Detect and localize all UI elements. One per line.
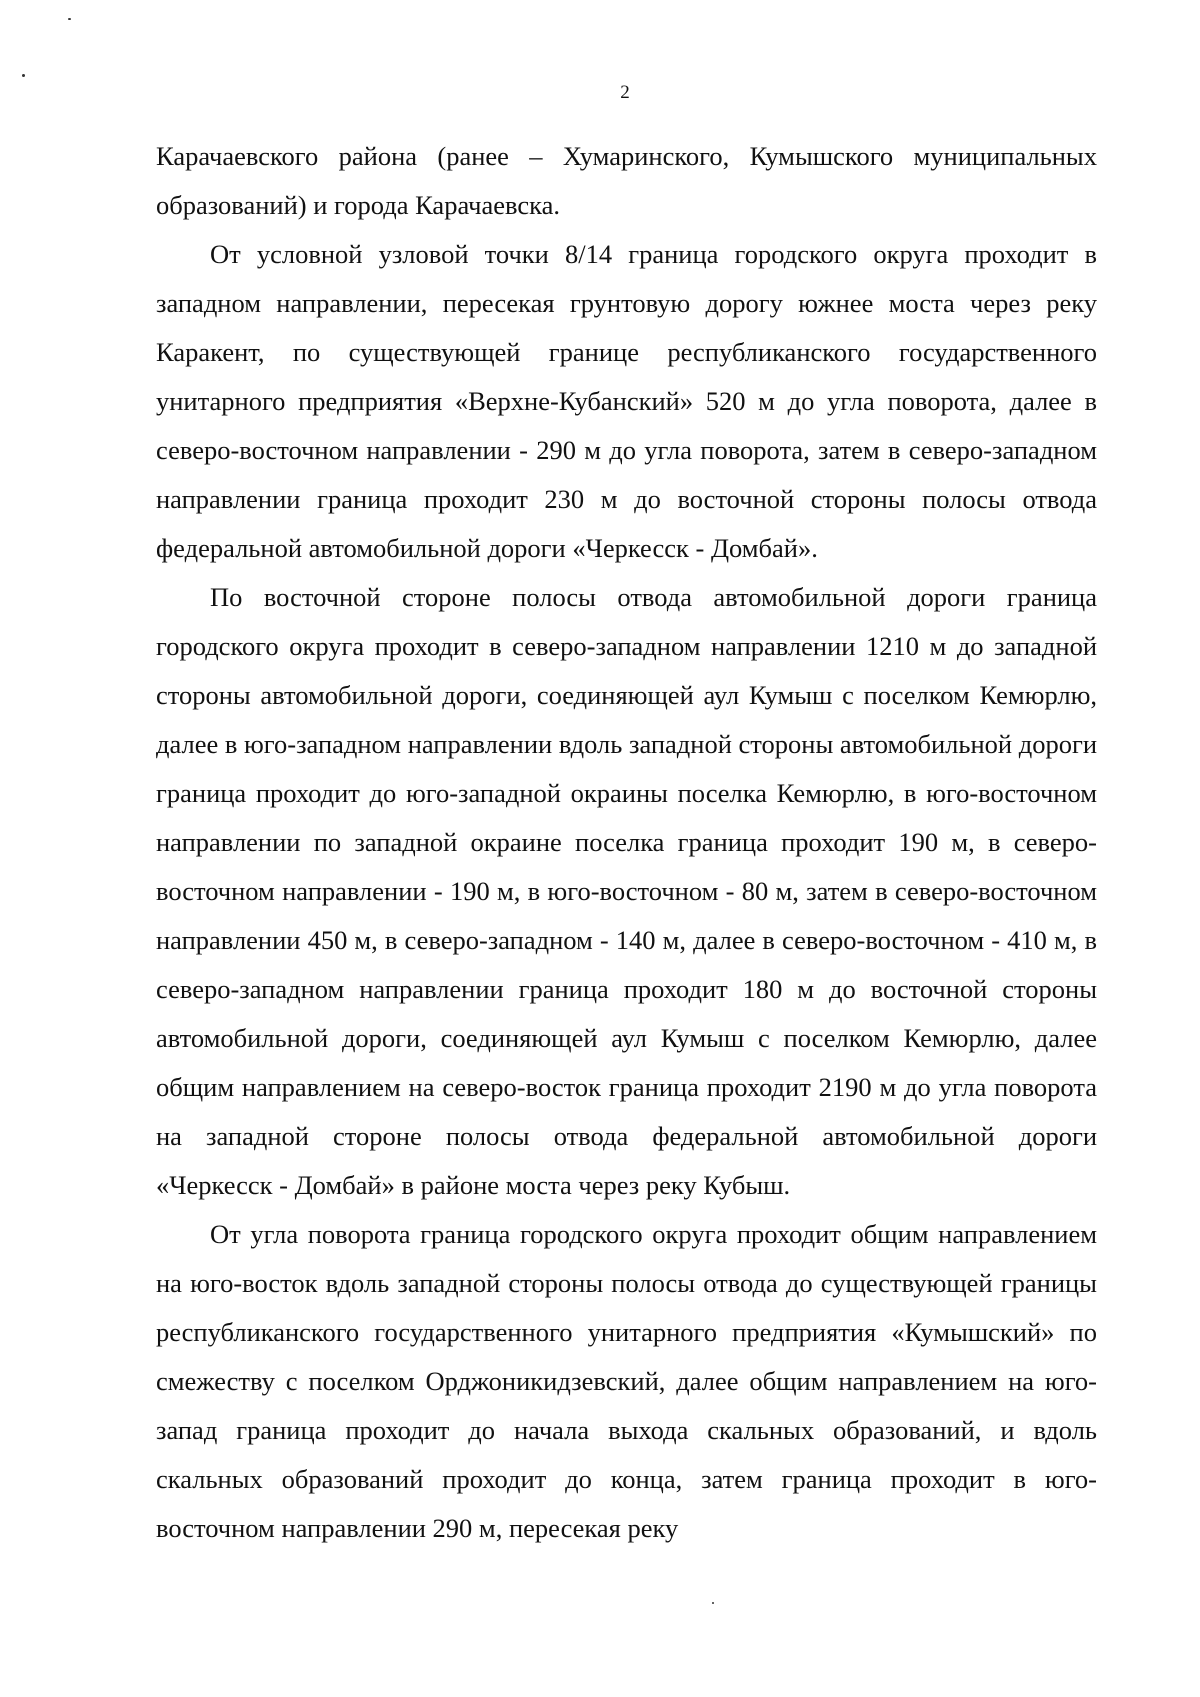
page-number: 2	[620, 82, 630, 103]
scan-speck	[22, 74, 25, 77]
paragraph-4: От угла поворота граница городского округа проходит общим направлением на юго-восток вдоль западной стороны полосы отвода до существующей границы республиканского государственного унитарного предприятия «Кумышский» по смежеству с поселком Орджоникидзевский, далее общим направлением на юго-запад граница проходит до начала выхода скальных образований, и вдоль скальных образований проходит до конца, затем граница проходит в юго-восточном направлении 290 м, пересекая реку	[156, 1219, 1097, 1543]
paragraph-1: Карачаевского района (ранее – Хумаринского, Кумышского муниципальных образований) и города Карачаевска.	[156, 141, 1097, 220]
scan-speck	[712, 1602, 714, 1604]
document-body	[156, 132, 1097, 1553]
scan-speck	[68, 18, 71, 20]
paragraph-3: По восточной стороне полосы отвода автомобильной дороги граница городского округа проходит в северо-западном направлении 1210 м до западной стороны автомобильной дороги, соединяющей аул Кумыш с поселком Кемюрлю, далее в юго-западном направлении вдоль западной стороны автомобильной дороги граница проходит до юго-западной окраины поселка Кемюрлю, в юго-восточном направлении по западной окраине поселка граница проходит 190 м, в северо-восточном направлении - 190 м, в юго-восточном - 80 м, затем в северо-восточном направлении 450 м, в северо-западном - 140 м, далее в северо-восточном - 410 м, в северо-западном направлении граница проходит 180 м до восточной стороны автомобильной дороги, соединяющей аул Кумыш с поселком Кемюрлю, далее общим направлением на северо-восток граница проходит 2190 м до угла поворота на западной стороне полосы отвода федеральной автомобильной дороги «Черкесск - Домбай» в районе моста через реку Кубыш.	[156, 582, 1097, 1200]
paragraph-2: От условной узловой точки 8/14 граница городского округа проходит в западном направлении, пересекая грунтовую дорогу южнее моста через реку Каракент, по существующей границе республиканского государственного унитарного предприятия «Верхне-Кубанский» 520 м до угла поворота, далее в северо-восточном направлении - 290 м до угла поворота, затем в северо-западном направлении граница проходит 230 м до восточной стороны полосы отвода федеральной автомобильной дороги «Черкесск - Домбай».	[156, 239, 1097, 563]
